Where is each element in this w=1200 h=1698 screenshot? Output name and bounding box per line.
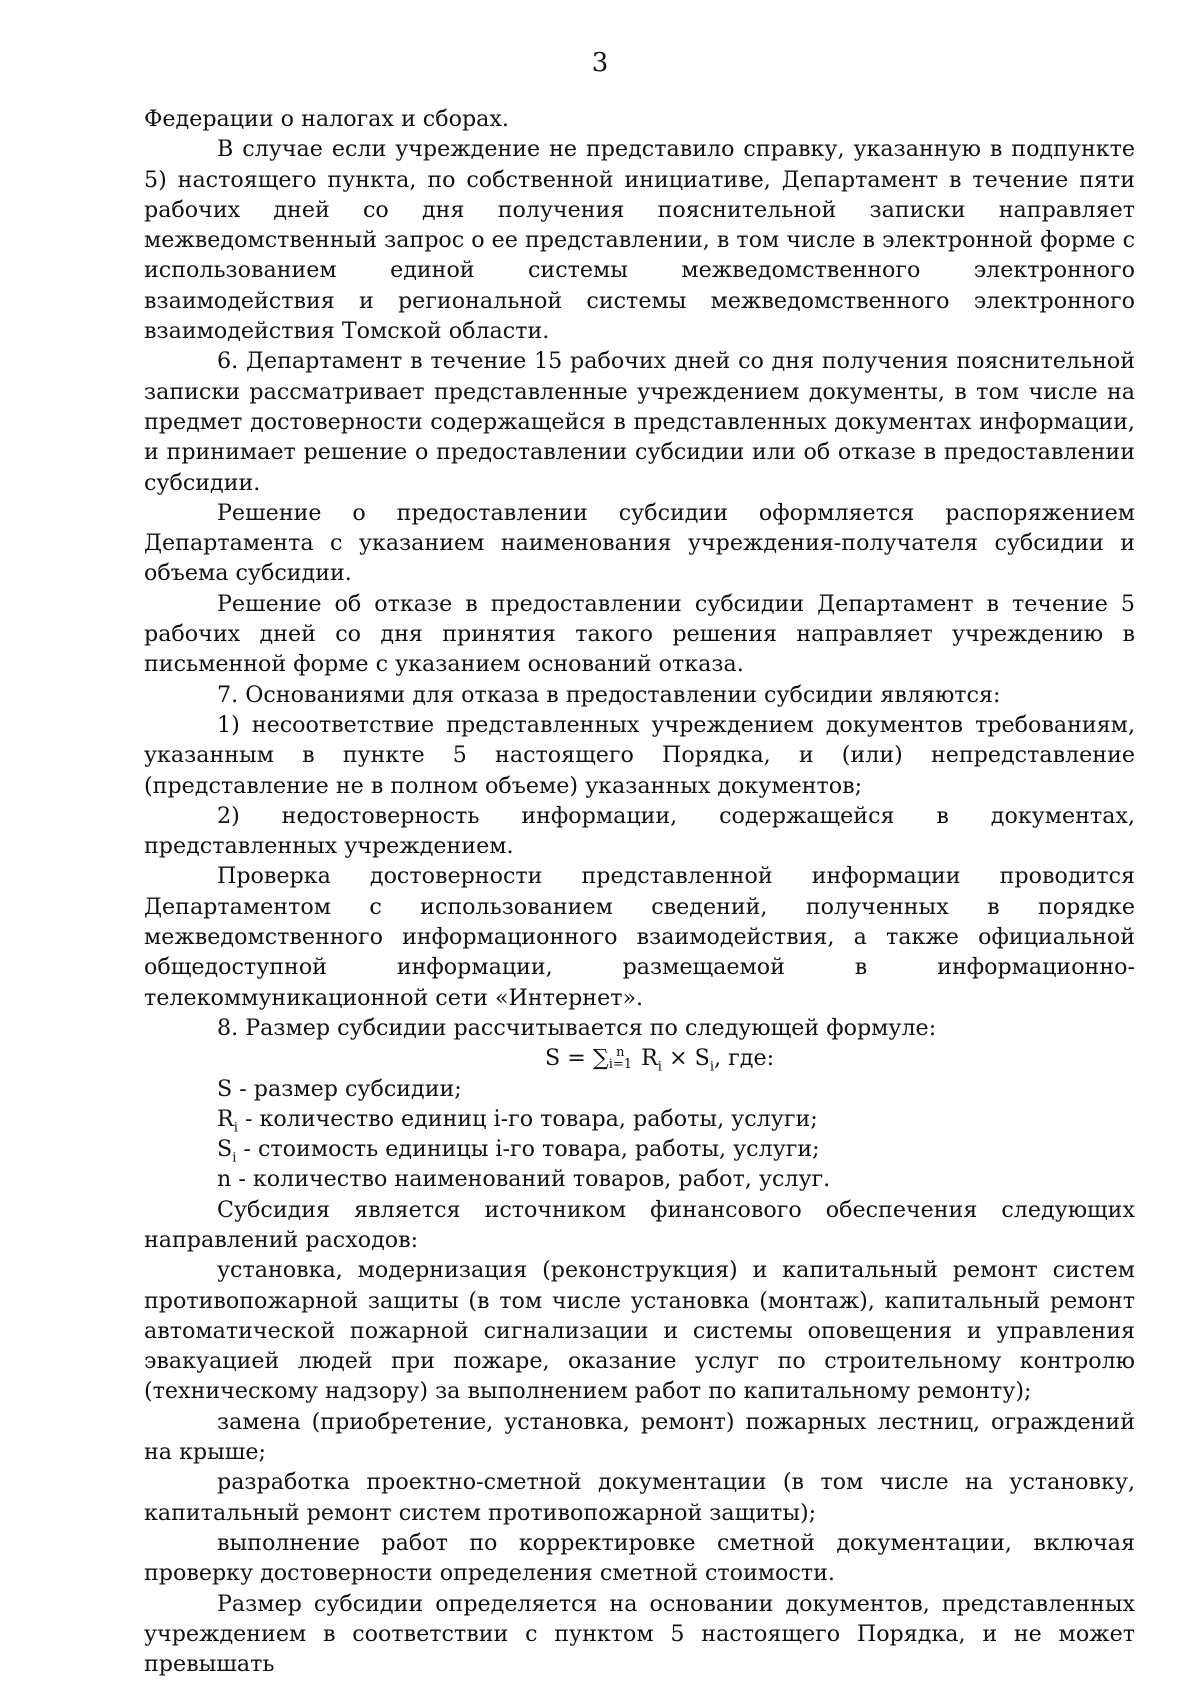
document-body [144,104,1135,1679]
def-r-symbol: R [217,1105,234,1132]
def-s-sub: i [232,1150,237,1166]
list-item: установка, модернизация (реконструкция) и капитальный ремонт систем противопожарной защиты (в том числе установка (монтаж), капитальный ремонт автоматической пожарной сигнализации и системы оповещения и управления эвакуацией людей при пожаре, оказание услуг по строительному контролю (техническому надзору) за выполнением работ по капитальному ремонту); [144,1257,1135,1405]
paragraph: Решение об отказе в предоставлении субсидии Департамент в течение 5 рабочих дней со дня принятия такого решения направляет учреждению в письменной форме с указанием оснований отказа. [144,590,1135,678]
subsidy-formula [144,1043,1135,1073]
sum-upper: n [616,1045,625,1061]
definition-n: n - количество наименований товаров, работ, услуг. [217,1166,831,1193]
def-s-symbol: S [217,1136,233,1163]
sum-symbol: ∑ [592,1045,609,1072]
formula-s: S [694,1045,710,1072]
paragraph: Размер субсидии определяется на основании документов, представленных учреждением в соответствии с пунктом 5 настоящего Порядка, и не может превышать [144,1590,1135,1678]
list-item: выполнение работ по корректировке сметной документации, включая проверку достоверности определения сметной стоимости. [144,1529,1135,1587]
formula-tail: , где: [714,1045,775,1072]
formula-r: R [641,1045,658,1072]
def-r-text: - количество единиц i-го товара, работы, услуги; [237,1105,818,1132]
list-item: разработка проектно-сметной документации (в том числе на установку, капитальный ремонт систем противопожарной защиты); [144,1469,1135,1526]
page-number: 3 [591,48,609,78]
formula-s-sub: i [709,1059,715,1075]
paragraph: Федерации о налогах и сборах. [144,106,509,132]
paragraph-clause-8: 8. Размер субсидии рассчитывается по следующей формуле: [217,1014,937,1041]
definition-s: S - размер субсидии; [217,1075,462,1102]
list-item: 2) недостоверность информации, содержащейся в документах, представленных учреждением. [144,802,1135,860]
paragraph-clause-7: 7. Основаниями для отказа в предоставлении субсидии являются: [217,681,1001,708]
paragraph: Проверка достоверности представленной информации проводится Департаментом с использованием сведений, полученных в порядке межведомственного информационного взаимодействия, а также официальной общедоступной информации, размещаемой в информационно-телекоммуникационной сети «Интернет». [144,863,1135,1011]
formula-times: × [661,1045,695,1072]
paragraph: Решение о предоставлении субсидии оформляется распоряжением Департамента с указанием наименования учреждения-получателя субсидии и объема субсидии. [144,499,1135,587]
paragraph: В случае если учреждение не представило справку, указанную в подпункте 5) настоящего пункта, по собственной инициативе, Департамент в течение пяти рабочих дней со дня получения пояснительной записки направляет межведомственный запрос о ее представлении, в том числе в электронной форме с использованием единой системы межведомственного электронного взаимодействия и региональной системы межведомственного электронного взаимодействия Томской области. [144,136,1135,345]
list-item: замена (приобретение, установка, ремонт) пожарных лестниц, ограждений на крыше; [144,1408,1135,1466]
formula-r-sub: i [657,1059,662,1075]
list-item: 1) несоответствие представленных учреждением документов требованиям, указанным в пункте 5 настоящего Порядка, и (или) непредставление (представление не в полном объеме) указанных документов; [144,711,1135,799]
paragraph-clause-6: 6. Департамент в течение 15 рабочих дней со дня получения пояснительной записки рассматривает представленные учреждением документы, в том числе на предмет достоверности содержащейся в представленных документах информации, и принимает решение о предоставлении субсидии или об отказе в предоставлении субсидии. [144,348,1135,496]
formula-lhs: S = [544,1045,593,1072]
definition-r [144,1104,1135,1134]
sum-lower: i=1 [608,1057,633,1073]
def-r-sub: i [233,1120,238,1136]
definition-si [144,1134,1135,1164]
def-s-text: - стоимость единицы i-го товара, работы, услуги; [236,1136,820,1163]
sum-limits [609,1047,632,1071]
paragraph: Субсидия является источником финансового обеспечения следующих направлений расходов: [144,1196,1135,1253]
